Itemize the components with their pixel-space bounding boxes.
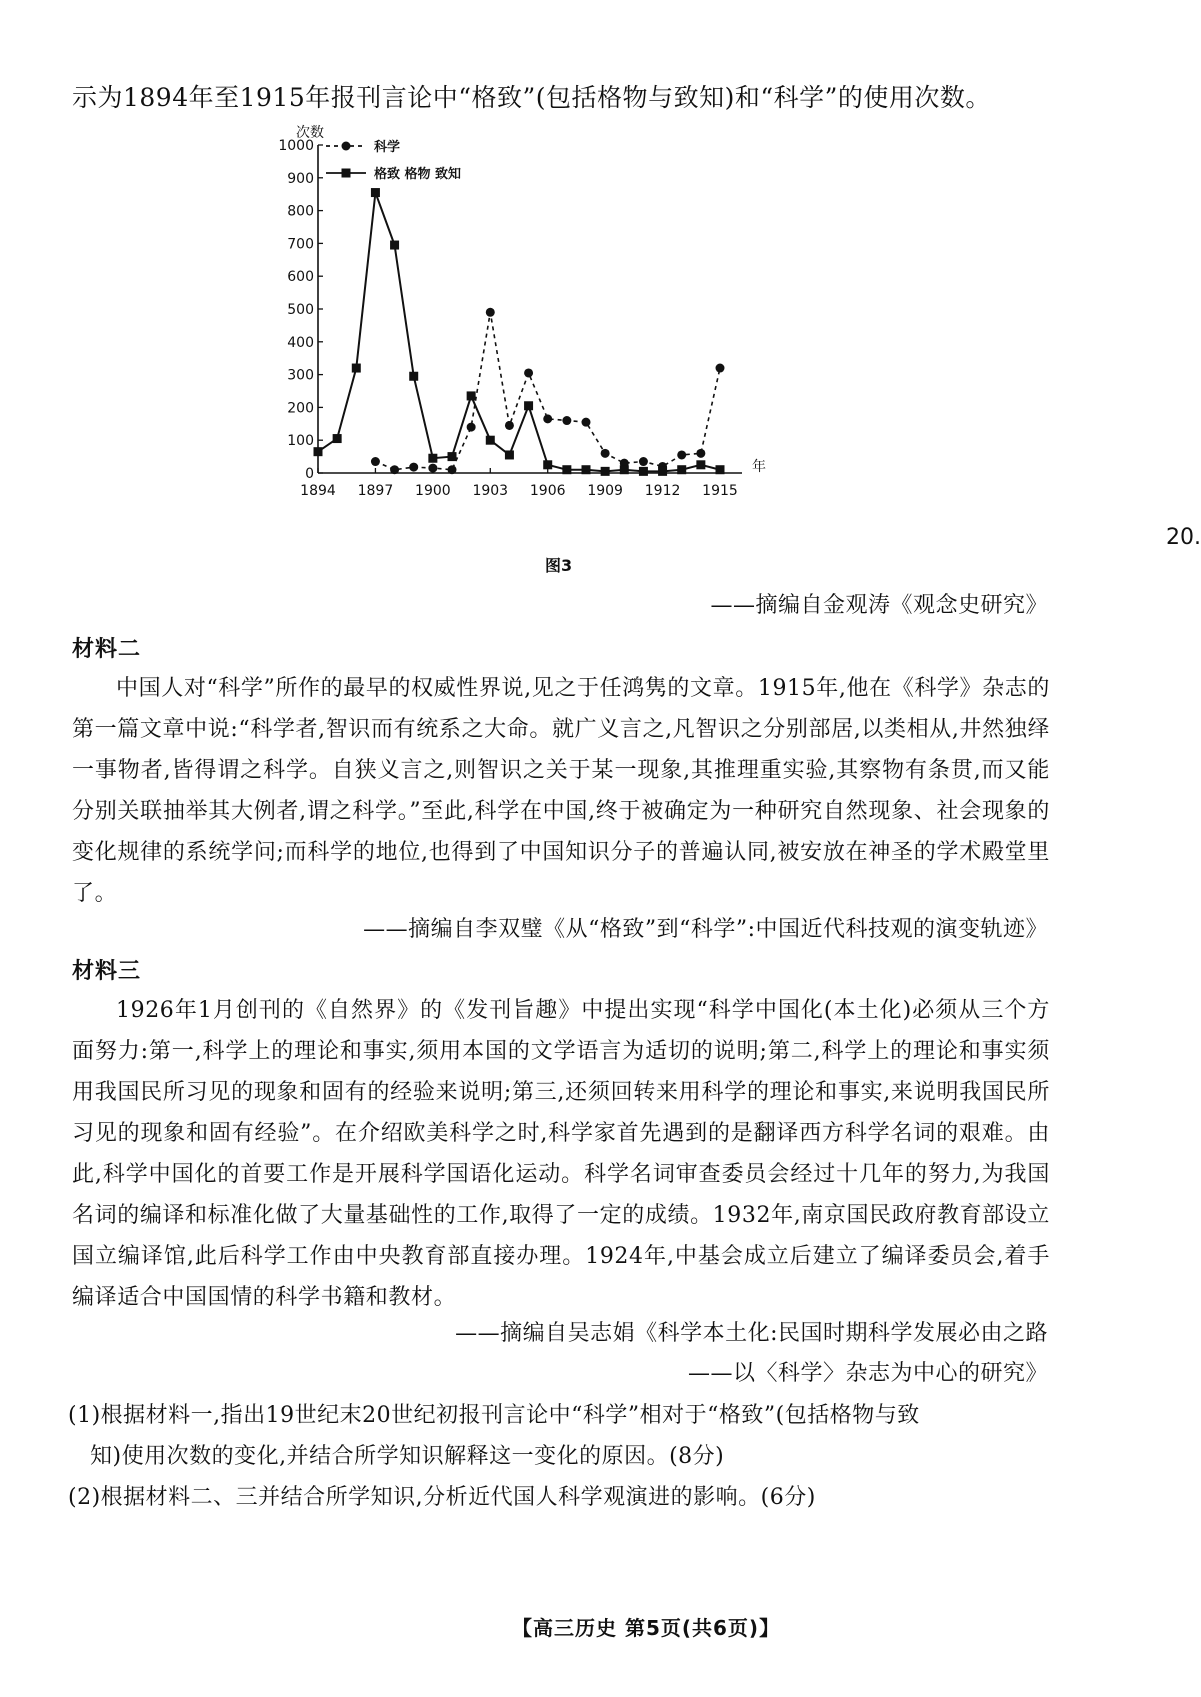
data-point-circle (390, 465, 399, 474)
series-line-1 (318, 193, 720, 472)
data-point-square (428, 454, 437, 463)
material-3-heading: 材料三 (72, 959, 142, 984)
data-point-square (390, 241, 399, 250)
series-line-0 (375, 312, 720, 469)
data-point-square (352, 364, 361, 373)
data-point-square (524, 401, 533, 410)
data-point-circle (505, 421, 514, 430)
data-point-square (620, 465, 629, 474)
data-point-circle (467, 423, 476, 432)
y-tick-label: 100 (287, 433, 314, 450)
data-point-circle (639, 457, 648, 466)
data-point-square (601, 467, 610, 476)
y-tick-label: 1000 (278, 138, 314, 154)
data-point-square (448, 452, 457, 461)
data-point-square (582, 465, 591, 474)
data-point-square (314, 447, 323, 456)
y-tick-label: 900 (287, 170, 314, 187)
material-2-heading: 材料二 (72, 637, 142, 662)
x-tick-label: 1900 (415, 483, 451, 499)
y-tick-label: 600 (287, 269, 314, 286)
data-point-square (658, 467, 667, 476)
data-point-square (486, 436, 495, 445)
y-tick-label: 200 (287, 400, 314, 417)
data-point-square (543, 460, 552, 469)
figure-caption: 图3 (545, 556, 573, 575)
question-2-line1: (2)根据材料二、三并结合所学知识,分析近代国人科学观演进的影响。(6分) (68, 1485, 816, 1510)
x-tick-label: 1912 (644, 483, 681, 499)
data-point-square (677, 465, 686, 474)
x-tick-label: 1915 (702, 483, 738, 499)
data-point-square (333, 434, 342, 443)
data-point-circle (562, 416, 571, 425)
x-axis-label: 年 (752, 459, 766, 475)
material-3-text: 1926年1月创刊的《自然界》的《发刊旨趣》中提出实现“科学中国化(本土化)必须从三个方面努力:第一,科学上的理论和事实,须用本国的文学语言为适切的说明;第二,科学上的理论和事实须用我国民所习见的现象和固有的经验来说明;第三,还须回转来用科学的理论和事实,来说明我国民所习见的现象和固有经验”。在介绍欧美科学之时,科学家首先遇到的是翻译西方科学名词的艰难。由此,科学中国化的首要工作是开展科学国语化运动。科学名词审查委员会经过十几年的努力,为我国名词的编译和标准化做了大量基础性的工作,取得了一定的成绩。1932年,南京国民政府教育部设立国立编译馆,此后科学工作由中央教育部直接办理。1924年,中基会成立后建立了编译委员会,着手编译适合中国国情的科学书籍和教材。 (72, 998, 1050, 1310)
data-point-circle (582, 418, 591, 427)
data-point-circle (716, 364, 725, 373)
page-footer: 【高三历史 第5页(共6页)】 (512, 1616, 781, 1640)
question-1-line1: (1)根据材料一,指出19世纪末20世纪初报刊言论中“科学”相对于“格致”(包括格物与致 (68, 1403, 920, 1428)
material-2-text: 中国人对“科学”所作的最早的权威性界说,见之于任鸿隽的文章。1915年,他在《科学》杂志的第一篇文章中说:“科学者,智识而有统系之大命。就广义言之,凡智识之分别部居,以类相从,井然独绎一事物者,皆得谓之科学。自狭义言之,则智识之关于某一现象,其推理重实验,其察物有条贯,而又能分别关联抽举其大例者,谓之科学。”至此,科学在中国,终于被确定为一种研究自然现象、社会现象的变化规律的系统学问;而科学的地位,也得到了中国知识分子的普遍认同,被安放在神圣的学术殿堂里了。 (72, 676, 1050, 906)
x-tick-label: 1906 (529, 483, 566, 499)
intro-text: 示为1894年至1915年报刊言论中“格致”(包括格物与致知)和“科学”的使用次数。 (72, 83, 991, 112)
data-point-square (562, 465, 571, 474)
data-point-circle (524, 368, 533, 377)
legend-marker-square (342, 169, 351, 178)
legend-label-1: 格致 格物 致知 (374, 167, 462, 182)
data-point-circle (428, 464, 437, 473)
data-point-square (505, 450, 514, 459)
data-point-circle (486, 308, 495, 317)
y-tick-label: 400 (287, 334, 314, 351)
source-citation-1: ——摘编自金观涛《观念史研究》 (710, 593, 1048, 618)
y-tick-label: 300 (287, 367, 314, 384)
data-point-square (639, 467, 648, 476)
data-point-circle (409, 463, 418, 472)
x-tick-label: 1897 (357, 483, 394, 499)
question-2 (68, 1477, 1053, 1518)
x-tick-label: 1909 (587, 483, 623, 499)
data-point-circle (448, 465, 457, 474)
data-point-square (467, 391, 476, 400)
y-tick-label: 700 (287, 236, 314, 253)
question-1-line2: 知)使用次数的变化,并结合所学知识解释这一变化的原因。(8分) (90, 1444, 725, 1469)
data-point-circle (371, 457, 380, 466)
page-edge-mark: 20. (1166, 525, 1201, 550)
data-point-circle (677, 450, 686, 459)
source-citation-2: ——摘编自李双璧《从“格致”到“科学”:中国近代科技观的演变轨迹》 (363, 917, 1048, 942)
x-tick-label: 1903 (472, 483, 509, 499)
y-tick-label: 800 (287, 203, 314, 220)
legend-label-0: 科学 (374, 140, 401, 155)
y-tick-label: 0 (305, 466, 314, 482)
data-point-circle (696, 449, 705, 458)
data-point-square (371, 188, 380, 197)
data-point-circle (543, 414, 552, 423)
y-axis-label: 次数 (296, 125, 324, 141)
data-point-square (716, 465, 725, 474)
source-citation-3-line2: ——以〈科学〉杂志为中心的研究》 (687, 1361, 1048, 1386)
y-tick-label: 500 (287, 302, 314, 318)
legend-marker-circle (342, 142, 351, 151)
usage-line-chart (278, 120, 770, 510)
x-tick-label: 1894 (300, 483, 336, 499)
question-1 (68, 1395, 1053, 1477)
data-point-square (696, 460, 705, 469)
source-citation-3-line1: ——摘编自吴志娟《科学本土化:民国时期科学发展必由之路 (455, 1321, 1048, 1346)
data-point-square (409, 372, 418, 381)
data-point-circle (601, 449, 610, 458)
